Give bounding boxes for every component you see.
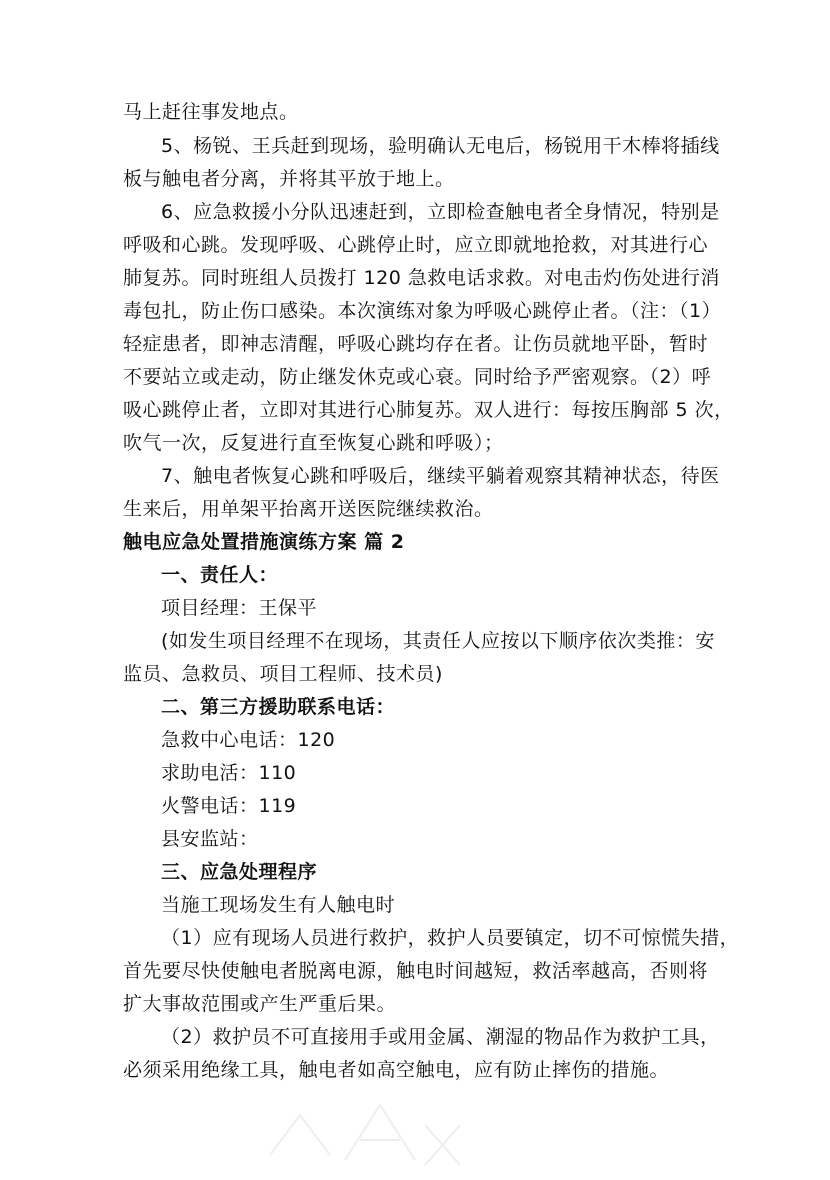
- text-line: 肺复苏。同时班组人员拨打 120 急救电话求救。对电击灼伤处进行消: [123, 267, 720, 289]
- text-line: （1）应有现场人员进行救护，救护人员要镇定，切不可惊慌失措，: [161, 927, 740, 949]
- text-line: 呼吸和心跳。发现呼吸、心跳停止时，应立即就地抢救，对其进行心: [123, 234, 709, 256]
- text-line: 吹气一次，反复进行直至恢复心跳和呼吸）；: [123, 432, 504, 454]
- text-line: 当施工现场发生有人触电时: [161, 894, 396, 916]
- text-line: 县安监站：: [161, 828, 259, 850]
- text-line: （2）救护员不可直接用手或用金属、潮湿的物品作为救护工具，: [161, 1026, 720, 1048]
- text-line: 火警电话：119: [161, 795, 297, 817]
- subsection-heading: 三、应急处理程序: [161, 861, 318, 883]
- text-line: 马上赶往事发地点。: [123, 101, 299, 123]
- text-line: 板与触电者分离，并将其平放于地上。: [123, 168, 455, 190]
- text-line: 毒包扎，防止伤口感染。本次演练对象为呼吸心跳停止者。（注：（1）: [123, 300, 722, 322]
- text-line: 急救中心电话：120: [161, 729, 336, 751]
- text-line: 6、应急救援小分队迅速赶到，立即检查触电者全身情况，特别是: [161, 201, 720, 223]
- text-line: 生来后，用单架平抬离开送医院继续救治。: [123, 498, 494, 520]
- text-line: 监员、急救员、项目工程师、技术员): [123, 663, 443, 685]
- text-line: 7、触电者恢复心跳和呼吸后，继续平躺着观察其精神状态，待医: [161, 465, 720, 487]
- text-line: (如发生项目经理不在现场，其责任人应按以下顺序依次类推：安: [161, 630, 715, 652]
- text-line: 不要站立或走动，防止继发休克或心衰。同时给予严密观察。（2）呼: [123, 366, 712, 388]
- section-heading: 触电应急处置措施演练方案 篇 2: [123, 531, 405, 553]
- text-line: 5、杨锐、王兵赶到现场，验明确认无电后，杨锐用干木棒将插线: [161, 135, 720, 157]
- text-line: 必须采用绝缘工具，触电者如高空触电，应有防止摔伤的措施。: [123, 1059, 670, 1081]
- text-line: 扩大事故范围或产生严重后果。: [123, 993, 397, 1015]
- text-line: 吸心跳停止者，立即对其进行心肺复苏。双人进行：每按压胸部 5 次，: [123, 399, 734, 421]
- subsection-heading: 一、责任人：: [161, 564, 279, 586]
- text-line: 首先要尽快使触电者脱离电源，触电时间越短，救活率越高，否则将: [123, 960, 709, 982]
- subsection-heading: 二、第三方援助联系电话：: [161, 696, 396, 718]
- watermark-graphic: [250, 1085, 480, 1180]
- text-line: 求助电活：110: [161, 762, 297, 784]
- text-line: 轻症患者，即神志清醒，呼吸心跳均存在者。让伤员就地平卧，暂时: [123, 333, 709, 355]
- text-line: 项目经理：王保平: [161, 597, 318, 619]
